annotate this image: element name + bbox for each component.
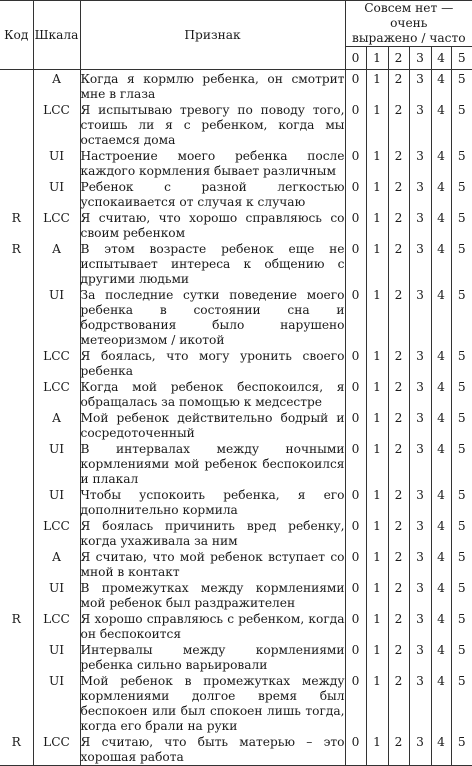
rating-option-3[interactable]: 3	[409, 241, 431, 287]
table-row	[0, 210, 472, 241]
rating-option-4[interactable]: 4	[431, 487, 451, 518]
rating-option-0[interactable]: 0	[345, 210, 366, 241]
rating-option-4[interactable]: 4	[431, 518, 451, 549]
rating-option-3[interactable]: 3	[409, 611, 431, 642]
cell-statement: В этом возрасте ребенок еще не испытывает интереса к общению с другими людьми	[80, 241, 345, 287]
rating-option-2[interactable]: 2	[388, 580, 409, 611]
rating-option-2[interactable]: 2	[388, 379, 409, 410]
cell-scale: UI	[33, 148, 80, 179]
cell-code	[0, 580, 33, 611]
rating-option-5[interactable]: 5	[451, 611, 472, 642]
rating-option-4[interactable]: 4	[431, 642, 451, 673]
rating-option-5[interactable]: 5	[451, 287, 472, 348]
rating-option-3[interactable]: 3	[409, 210, 431, 241]
rating-header-value-4: 4	[431, 47, 451, 70]
rating-header-value-1: 1	[366, 47, 388, 70]
rating-option-1[interactable]: 1	[366, 70, 388, 103]
rating-option-1[interactable]: 1	[366, 611, 388, 642]
cell-code	[0, 102, 33, 148]
column-header-sign	[80, 1, 345, 70]
rating-option-1[interactable]: 1	[366, 441, 388, 487]
rating-header-value-2: 2	[388, 47, 409, 70]
rating-option-0[interactable]: 0	[345, 102, 366, 148]
rating-option-4[interactable]: 4	[431, 287, 451, 348]
cell-code	[0, 410, 33, 441]
rating-option-2[interactable]: 2	[388, 642, 409, 673]
cell-scale: UI	[33, 441, 80, 487]
rating-option-0[interactable]: 0	[345, 410, 366, 441]
rating-option-0[interactable]: 0	[345, 241, 366, 287]
cell-code	[0, 287, 33, 348]
rating-option-5[interactable]: 5	[451, 549, 472, 580]
rating-option-1[interactable]: 1	[366, 549, 388, 580]
rating-option-4[interactable]: 4	[431, 102, 451, 148]
rating-option-1[interactable]: 1	[366, 210, 388, 241]
table-row	[0, 148, 472, 179]
rating-option-1[interactable]: 1	[366, 673, 388, 734]
cell-scale: UI	[33, 179, 80, 210]
rating-option-2[interactable]: 2	[388, 179, 409, 210]
cell-scale: A	[33, 549, 80, 580]
rating-option-3[interactable]: 3	[409, 673, 431, 734]
rating-option-0[interactable]: 0	[345, 734, 366, 766]
cell-statement: Я считаю, что быть матерью – это хорошая работа	[80, 734, 345, 766]
rating-option-1[interactable]: 1	[366, 410, 388, 441]
rating-option-2[interactable]: 2	[388, 241, 409, 287]
rating-option-2[interactable]: 2	[388, 673, 409, 734]
cell-code	[0, 549, 33, 580]
rating-option-4[interactable]: 4	[431, 734, 451, 766]
table-row	[0, 549, 472, 580]
rating-option-1[interactable]: 1	[366, 379, 388, 410]
table-row	[0, 287, 472, 348]
rating-option-0[interactable]: 0	[345, 179, 366, 210]
rating-option-5[interactable]: 5	[451, 179, 472, 210]
rating-option-3[interactable]: 3	[409, 102, 431, 148]
cell-scale: LCC	[33, 348, 80, 379]
rating-option-3[interactable]: 3	[409, 287, 431, 348]
rating-option-4[interactable]: 4	[431, 210, 451, 241]
rating-option-4[interactable]: 4	[431, 241, 451, 287]
cell-statement: За последние сутки поведение моего ребенка в состоянии сна и бодрствования было нарушено метеоризмом / икотой	[80, 287, 345, 348]
rating-header-value-5: 5	[451, 47, 472, 70]
rating-option-3[interactable]: 3	[409, 379, 431, 410]
cell-statement: Чтобы успокоить ребенка, я его дополнительно кормила	[80, 487, 345, 518]
cell-scale: LCC	[33, 734, 80, 766]
rating-option-2[interactable]: 2	[388, 348, 409, 379]
table-row	[0, 734, 472, 766]
table-row	[0, 518, 472, 549]
cell-code	[0, 179, 33, 210]
rating-option-0[interactable]: 0	[345, 611, 366, 642]
rating-option-3[interactable]: 3	[409, 441, 431, 487]
rating-option-1[interactable]: 1	[366, 241, 388, 287]
rating-option-5[interactable]: 5	[451, 642, 472, 673]
rating-option-1[interactable]: 1	[366, 580, 388, 611]
rating-option-0[interactable]: 0	[345, 580, 366, 611]
rating-option-5[interactable]: 5	[451, 487, 472, 518]
rating-option-4[interactable]: 4	[431, 580, 451, 611]
rating-option-4[interactable]: 4	[431, 148, 451, 179]
rating-option-4[interactable]: 4	[431, 179, 451, 210]
rating-option-0[interactable]: 0	[345, 518, 366, 549]
rating-option-0[interactable]: 0	[345, 287, 366, 348]
cell-code	[0, 642, 33, 673]
cell-code	[0, 487, 33, 518]
cell-statement: Мой ребенок в промежутках между кормлениями долгое время был беспокоен или был спокоен лишь тогда, когда его брали на руки	[80, 673, 345, 734]
rating-option-1[interactable]: 1	[366, 148, 388, 179]
rating-option-3[interactable]: 3	[409, 148, 431, 179]
rating-option-3[interactable]: 3	[409, 580, 431, 611]
rating-option-0[interactable]: 0	[345, 441, 366, 487]
cell-code: R	[0, 734, 33, 766]
rating-option-1[interactable]: 1	[366, 642, 388, 673]
cell-statement: Когда мой ребенок беспокоился, я обращалась за помощью к медсестре	[80, 379, 345, 410]
cell-statement: Я боялась причинить вред ребенку, когда ухаживала за ним	[80, 518, 345, 549]
rating-option-1[interactable]: 1	[366, 179, 388, 210]
rating-option-3[interactable]: 3	[409, 179, 431, 210]
rating-option-0[interactable]: 0	[345, 549, 366, 580]
cell-code	[0, 441, 33, 487]
rating-option-5[interactable]: 5	[451, 348, 472, 379]
table-body	[0, 70, 472, 766]
rating-option-5[interactable]: 5	[451, 441, 472, 487]
cell-statement: Я считаю, что хорошо справляюсь со своим ребенком	[80, 210, 345, 241]
cell-scale: LCC	[33, 611, 80, 642]
cell-scale: LCC	[33, 518, 80, 549]
rating-option-4[interactable]: 4	[431, 673, 451, 734]
cell-statement: Ребенок с разной легкостью успокаивается от случая к случаю	[80, 179, 345, 210]
cell-code: R	[0, 210, 33, 241]
rating-option-5[interactable]: 5	[451, 70, 472, 103]
rating-option-0[interactable]: 0	[345, 379, 366, 410]
cell-statement: Настроение моего ребенка после каждого кормления бывает различным	[80, 148, 345, 179]
rating-option-0[interactable]: 0	[345, 348, 366, 379]
rating-option-3[interactable]: 3	[409, 549, 431, 580]
rating-option-5[interactable]: 5	[451, 210, 472, 241]
table-row	[0, 487, 472, 518]
rating-option-3[interactable]: 3	[409, 410, 431, 441]
cell-statement: В интервалах между ночными кормлениями мой ребенок беспокоился и плакал	[80, 441, 345, 487]
cell-statement: Я испытываю тревогу по поводу того, стоишь ли я с ребенком, когда мы остаемся дома	[80, 102, 345, 148]
cell-statement: Мой ребенок действительно бодрый и сосредоточенный	[80, 410, 345, 441]
table-row	[0, 611, 472, 642]
cell-scale: UI	[33, 487, 80, 518]
cell-scale: A	[33, 241, 80, 287]
table-row	[0, 179, 472, 210]
rating-option-2[interactable]: 2	[388, 287, 409, 348]
column-header-scale: Шкала	[33, 1, 80, 70]
rating-option-2[interactable]: 2	[388, 734, 409, 766]
cell-scale: LCC	[33, 379, 80, 410]
table-row	[0, 580, 472, 611]
table-row	[0, 241, 472, 287]
cell-code: R	[0, 241, 33, 287]
rating-option-1[interactable]: 1	[366, 348, 388, 379]
rating-option-2[interactable]: 2	[388, 487, 409, 518]
rating-option-5[interactable]: 5	[451, 673, 472, 734]
rating-option-3[interactable]: 3	[409, 487, 431, 518]
cell-statement: Я боялась, что могу уронить своего ребенка	[80, 348, 345, 379]
rating-header-value-3: 3	[409, 47, 431, 70]
table-row	[0, 102, 472, 148]
rating-option-3[interactable]: 3	[409, 642, 431, 673]
rating-option-1[interactable]: 1	[366, 287, 388, 348]
rating-option-5[interactable]: 5	[451, 580, 472, 611]
table-row	[0, 673, 472, 734]
rating-option-3[interactable]: 3	[409, 734, 431, 766]
table-header	[0, 1, 472, 70]
cell-scale: LCC	[33, 102, 80, 148]
rating-option-5[interactable]: 5	[451, 379, 472, 410]
cell-scale: UI	[33, 287, 80, 348]
rating-option-0[interactable]: 0	[345, 487, 366, 518]
rating-option-0[interactable]: 0	[345, 642, 366, 673]
rating-option-2[interactable]: 2	[388, 549, 409, 580]
cell-scale: UI	[33, 580, 80, 611]
rating-option-2[interactable]: 2	[388, 70, 409, 103]
rating-option-5[interactable]: 5	[451, 734, 472, 766]
rating-option-5[interactable]: 5	[451, 102, 472, 148]
cell-code: R	[0, 611, 33, 642]
rating-option-4[interactable]: 4	[431, 549, 451, 580]
table-row	[0, 379, 472, 410]
rating-option-2[interactable]: 2	[388, 102, 409, 148]
rating-scale-line-1: Совсем нет — очень	[346, 1, 472, 31]
rating-option-4[interactable]: 4	[431, 379, 451, 410]
rating-option-4[interactable]: 4	[431, 410, 451, 441]
rating-option-5[interactable]: 5	[451, 410, 472, 441]
rating-option-0[interactable]: 0	[345, 148, 366, 179]
rating-option-2[interactable]: 2	[388, 410, 409, 441]
cell-code	[0, 379, 33, 410]
rating-option-1[interactable]: 1	[366, 734, 388, 766]
rating-option-0[interactable]: 0	[345, 70, 366, 103]
cell-code	[0, 70, 33, 103]
cell-statement: Когда я кормлю ребенка, он смотрит мне в глаза	[80, 70, 345, 103]
rating-option-4[interactable]: 4	[431, 441, 451, 487]
cell-code	[0, 518, 33, 549]
table-row	[0, 642, 472, 673]
rating-option-2[interactable]: 2	[388, 518, 409, 549]
cell-scale: LCC	[33, 210, 80, 241]
column-header-rating	[345, 1, 472, 47]
cell-statement: Я хорошо справляюсь с ребенком, когда он беспокоится	[80, 611, 345, 642]
table-row	[0, 348, 472, 379]
cell-statement: Интервалы между кормлениями ребенка сильно варьировали	[80, 642, 345, 673]
rating-header-value-0: 0	[345, 47, 366, 70]
cell-statement: В промежутках между кормлениями мой ребенок был раздражителен	[80, 580, 345, 611]
rating-option-5[interactable]: 5	[451, 518, 472, 549]
rating-option-5[interactable]: 5	[451, 148, 472, 179]
cell-code	[0, 348, 33, 379]
cell-scale: A	[33, 70, 80, 103]
cell-scale: UI	[33, 642, 80, 673]
cell-statement: Я считаю, что мой ребенок вступает со мной в контакт	[80, 549, 345, 580]
rating-option-5[interactable]: 5	[451, 241, 472, 287]
rating-option-4[interactable]: 4	[431, 70, 451, 103]
rating-option-1[interactable]: 1	[366, 487, 388, 518]
rating-option-4[interactable]: 4	[431, 611, 451, 642]
column-header-sign-label: Признак	[184, 28, 240, 42]
column-header-code: Код	[0, 1, 33, 70]
rating-option-3[interactable]: 3	[409, 70, 431, 103]
cell-scale: UI	[33, 673, 80, 734]
rating-option-2[interactable]: 2	[388, 441, 409, 487]
table-row	[0, 70, 472, 103]
rating-scale-line-2: выражено / часто	[346, 31, 472, 46]
cell-code	[0, 673, 33, 734]
table-row	[0, 410, 472, 441]
rating-option-2[interactable]: 2	[388, 611, 409, 642]
cell-scale: A	[33, 410, 80, 441]
rating-option-4[interactable]: 4	[431, 348, 451, 379]
rating-option-1[interactable]: 1	[366, 518, 388, 549]
rating-option-1[interactable]: 1	[366, 102, 388, 148]
rating-option-2[interactable]: 2	[388, 210, 409, 241]
table-row	[0, 441, 472, 487]
rating-option-0[interactable]: 0	[345, 673, 366, 734]
rating-option-3[interactable]: 3	[409, 348, 431, 379]
rating-option-2[interactable]: 2	[388, 148, 409, 179]
rating-option-3[interactable]: 3	[409, 518, 431, 549]
cell-code	[0, 148, 33, 179]
